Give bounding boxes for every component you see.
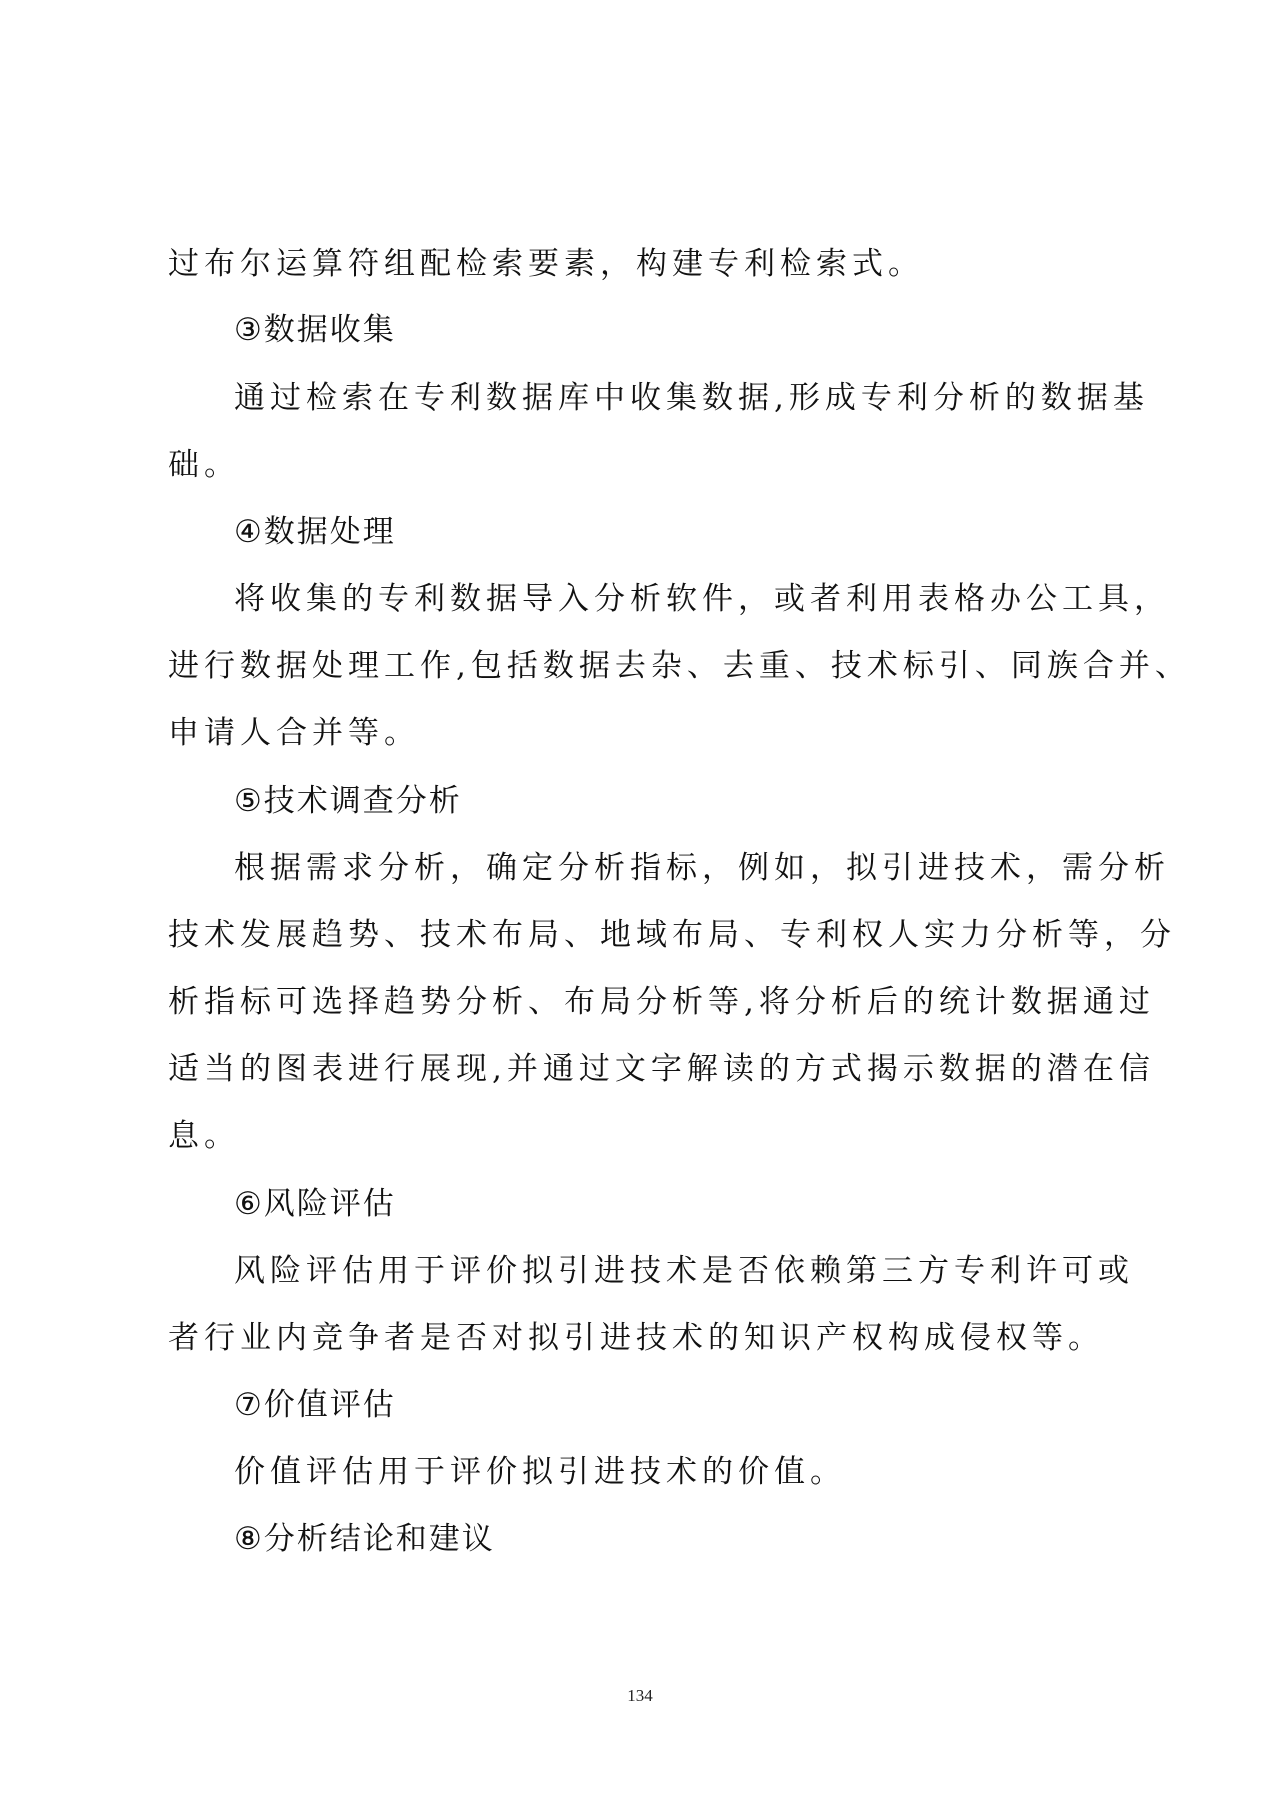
body-line: 析指标可选择趋势分析、布局分析等,将分析后的统计数据通过 bbox=[168, 984, 1155, 1020]
section-heading-risk-assessment: ⑥风险评估 bbox=[234, 1186, 396, 1222]
paragraph-first-line: 风险评估用于评价拟引进技术是否依赖第三方专利许可或 bbox=[234, 1253, 1134, 1289]
body-line: 过布尔运算符组配检索要素，构建专利检索式。 bbox=[168, 246, 924, 282]
paragraph-first-line: 价值评估用于评价拟引进技术的价值。 bbox=[234, 1454, 846, 1490]
section-heading-technical-investigation: ⑤技术调查分析 bbox=[234, 783, 462, 819]
section-heading-data-collection: ③数据收集 bbox=[234, 312, 396, 348]
paragraph-first-line: 将收集的专利数据导入分析软件，或者利用表格办公工具， bbox=[234, 581, 1170, 617]
section-heading-data-processing: ④数据处理 bbox=[234, 514, 396, 550]
body-line: 进行数据处理工作,包括数据去杂、去重、技术标引、同族合并、 bbox=[168, 648, 1191, 684]
body-line: 者行业内竞争者是否对拟引进技术的知识产权构成侵权等。 bbox=[168, 1320, 1104, 1356]
page-number: 134 bbox=[627, 1686, 653, 1705]
section-heading-conclusion: ⑧分析结论和建议 bbox=[234, 1521, 495, 1557]
paragraph-first-line: 通过检索在专利数据库中收集数据,形成专利分析的数据基 bbox=[234, 380, 1149, 416]
body-line: 技术发展趋势、技术布局、地域布局、专利权人实力分析等，分 bbox=[168, 917, 1176, 953]
body-line: 适当的图表进行展现,并通过文字解读的方式揭示数据的潜在信 bbox=[168, 1051, 1155, 1087]
body-line: 息。 bbox=[168, 1118, 240, 1154]
paragraph-first-line: 根据需求分析，确定分析指标，例如，拟引进技术，需分析 bbox=[234, 850, 1170, 886]
body-line: 础。 bbox=[168, 447, 240, 483]
section-heading-value-assessment: ⑦价值评估 bbox=[234, 1387, 396, 1423]
body-line: 申请人合并等。 bbox=[168, 715, 420, 751]
